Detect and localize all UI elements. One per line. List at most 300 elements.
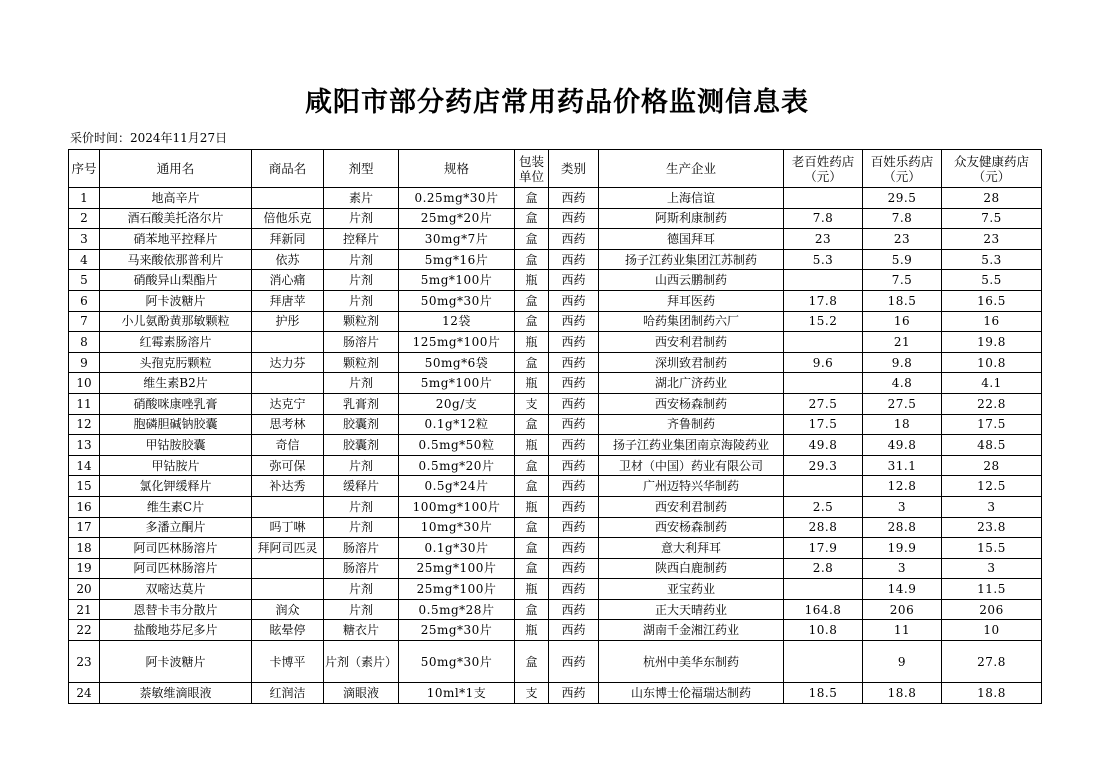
cell-price-zhongyou: 12.5 [942, 476, 1042, 497]
cell-dosage-form: 肠溶片 [324, 332, 399, 353]
cell-brand-name: 补达秀 [252, 476, 324, 497]
cell-generic-name: 阿司匹林肠溶片 [100, 538, 252, 559]
cell-index: 24 [69, 683, 100, 704]
cell-price-baixingle: 31.1 [863, 455, 942, 476]
cell-price-baixingle: 3 [863, 496, 942, 517]
table-row [69, 496, 1042, 517]
table-row [69, 455, 1042, 476]
cell-spec: 10mg*30片 [399, 517, 515, 538]
cell-category: 西药 [549, 455, 599, 476]
cell-price-baixingle: 18.8 [863, 683, 942, 704]
cell-dosage-form: 糖衣片 [324, 620, 399, 641]
cell-generic-name: 维生素B2片 [100, 373, 252, 394]
table-body [69, 188, 1042, 704]
cell-dosage-form: 片剂 [324, 208, 399, 229]
cell-dosage-form: 肠溶片 [324, 558, 399, 579]
cell-price-baixingle: 4.8 [863, 373, 942, 394]
cell-category: 西药 [549, 476, 599, 497]
cell-brand-name: 拜唐苹 [252, 290, 324, 311]
cell-price-baixingle: 12.8 [863, 476, 942, 497]
cell-dosage-form: 素片 [324, 188, 399, 209]
cell-category: 西药 [549, 599, 599, 620]
cell-index: 13 [69, 435, 100, 456]
header-brand-name: 商品名 [252, 150, 324, 188]
cell-manufacturer: 西安杨森制药 [599, 517, 784, 538]
cell-price-baixingle: 9.8 [863, 352, 942, 373]
cell-manufacturer: 扬子江药业集团江苏制药 [599, 249, 784, 270]
cell-price-laobaixing: 2.5 [784, 496, 863, 517]
cell-category: 西药 [549, 249, 599, 270]
cell-dosage-form: 片剂 [324, 373, 399, 394]
cell-brand-name: 润众 [252, 599, 324, 620]
table-row [69, 270, 1042, 291]
cell-index: 19 [69, 558, 100, 579]
cell-package-unit: 盒 [515, 558, 549, 579]
cell-spec: 30mg*7片 [399, 229, 515, 250]
cell-generic-name: 甲钴胺片 [100, 455, 252, 476]
cell-price-laobaixing [784, 373, 863, 394]
header-manufacturer: 生产企业 [599, 150, 784, 188]
cell-brand-name: 红润洁 [252, 683, 324, 704]
cell-price-zhongyou: 23 [942, 229, 1042, 250]
table-row [69, 373, 1042, 394]
cell-price-laobaixing [784, 188, 863, 209]
cell-index: 11 [69, 393, 100, 414]
header-price-baixingle: 百姓乐药店（元） [863, 150, 942, 188]
cell-category: 西药 [549, 332, 599, 353]
cell-package-unit: 瓶 [515, 620, 549, 641]
cell-index: 17 [69, 517, 100, 538]
cell-price-zhongyou: 48.5 [942, 435, 1042, 456]
cell-spec: 10ml*1支 [399, 683, 515, 704]
header-category: 类别 [549, 150, 599, 188]
cell-package-unit: 盒 [515, 599, 549, 620]
cell-spec: 50mg*6袋 [399, 352, 515, 373]
cell-manufacturer: 山东博士伦福瑞达制药 [599, 683, 784, 704]
table-row [69, 620, 1042, 641]
cell-generic-name: 维生素C片 [100, 496, 252, 517]
cell-generic-name: 阿司匹林肠溶片 [100, 558, 252, 579]
cell-package-unit: 盒 [515, 208, 549, 229]
cell-category: 西药 [549, 579, 599, 600]
cell-price-zhongyou: 3 [942, 496, 1042, 517]
cell-generic-name: 小儿氨酚黄那敏颗粒 [100, 311, 252, 332]
cell-price-zhongyou: 18.8 [942, 683, 1042, 704]
table-row [69, 208, 1042, 229]
cell-generic-name: 双嘧达莫片 [100, 579, 252, 600]
cell-generic-name: 阿卡波糖片 [100, 290, 252, 311]
cell-price-baixingle: 14.9 [863, 579, 942, 600]
cell-price-laobaixing: 29.3 [784, 455, 863, 476]
table-row [69, 352, 1042, 373]
cell-dosage-form: 片剂 [324, 270, 399, 291]
table-row [69, 229, 1042, 250]
cell-manufacturer: 扬子江药业集团南京海陵药业 [599, 435, 784, 456]
cell-dosage-form: 片剂 [324, 599, 399, 620]
table-row [69, 558, 1042, 579]
cell-index: 20 [69, 579, 100, 600]
cell-category: 西药 [549, 311, 599, 332]
cell-category: 西药 [549, 373, 599, 394]
cell-spec: 125mg*100片 [399, 332, 515, 353]
cell-price-zhongyou: 10 [942, 620, 1042, 641]
cell-package-unit: 盒 [515, 538, 549, 559]
cell-manufacturer: 阿斯利康制药 [599, 208, 784, 229]
table-row [69, 683, 1042, 704]
cell-price-laobaixing: 28.8 [784, 517, 863, 538]
cell-manufacturer: 杭州中美华东制药 [599, 641, 784, 683]
cell-brand-name: 护彤 [252, 311, 324, 332]
cell-manufacturer: 广州迈特兴华制药 [599, 476, 784, 497]
cell-package-unit: 瓶 [515, 435, 549, 456]
cell-category: 西药 [549, 496, 599, 517]
cell-manufacturer: 上海信谊 [599, 188, 784, 209]
cell-brand-name: 卡博平 [252, 641, 324, 683]
cell-price-laobaixing: 23 [784, 229, 863, 250]
cell-brand-name: 达克宁 [252, 393, 324, 414]
cell-generic-name: 盐酸地芬尼多片 [100, 620, 252, 641]
cell-price-baixingle: 3 [863, 558, 942, 579]
cell-price-zhongyou: 27.8 [942, 641, 1042, 683]
cell-price-zhongyou: 4.1 [942, 373, 1042, 394]
cell-package-unit: 盒 [515, 455, 549, 476]
cell-generic-name: 恩替卡韦分散片 [100, 599, 252, 620]
cell-dosage-form: 颗粒剂 [324, 352, 399, 373]
table-row [69, 599, 1042, 620]
cell-spec: 25mg*30片 [399, 620, 515, 641]
cell-price-laobaixing [784, 270, 863, 291]
cell-dosage-form: 缓释片 [324, 476, 399, 497]
cell-manufacturer: 拜耳医药 [599, 290, 784, 311]
cell-package-unit: 瓶 [515, 270, 549, 291]
cell-category: 西药 [549, 538, 599, 559]
cell-spec: 0.1g*12粒 [399, 414, 515, 435]
table-row [69, 435, 1042, 456]
cell-price-zhongyou: 11.5 [942, 579, 1042, 600]
cell-price-laobaixing: 164.8 [784, 599, 863, 620]
cell-generic-name: 红霉素肠溶片 [100, 332, 252, 353]
cell-manufacturer: 西安利君制药 [599, 496, 784, 517]
header-row [69, 150, 1042, 188]
cell-index: 7 [69, 311, 100, 332]
cell-manufacturer: 德国拜耳 [599, 229, 784, 250]
cell-generic-name: 硝苯地平控释片 [100, 229, 252, 250]
cell-package-unit: 盒 [515, 290, 549, 311]
cell-category: 西药 [549, 352, 599, 373]
cell-generic-name: 多潘立酮片 [100, 517, 252, 538]
cell-dosage-form: 胶囊剂 [324, 435, 399, 456]
cell-dosage-form: 片剂 [324, 290, 399, 311]
table-row [69, 476, 1042, 497]
cell-brand-name [252, 496, 324, 517]
cell-category: 西药 [549, 208, 599, 229]
cell-index: 5 [69, 270, 100, 291]
cell-price-laobaixing: 17.9 [784, 538, 863, 559]
cell-category: 西药 [549, 435, 599, 456]
cell-price-baixingle: 7.8 [863, 208, 942, 229]
cell-spec: 50mg*30片 [399, 290, 515, 311]
cell-price-laobaixing: 15.2 [784, 311, 863, 332]
cell-package-unit: 瓶 [515, 332, 549, 353]
cell-index: 21 [69, 599, 100, 620]
header-price-laobaixing: 老百姓药店（元） [784, 150, 863, 188]
cell-price-zhongyou: 19.8 [942, 332, 1042, 353]
price-table [68, 149, 1042, 704]
cell-price-laobaixing [784, 579, 863, 600]
cell-manufacturer: 深圳致君制药 [599, 352, 784, 373]
cell-price-baixingle: 5.9 [863, 249, 942, 270]
cell-price-baixingle: 7.5 [863, 270, 942, 291]
cell-spec: 25mg*100片 [399, 558, 515, 579]
header-dosage-form: 剂型 [324, 150, 399, 188]
cell-brand-name: 倍他乐克 [252, 208, 324, 229]
cell-price-zhongyou: 5.5 [942, 270, 1042, 291]
cell-manufacturer: 西安利君制药 [599, 332, 784, 353]
cell-spec: 0.25mg*30片 [399, 188, 515, 209]
cell-package-unit: 盒 [515, 641, 549, 683]
cell-dosage-form: 片剂 [324, 249, 399, 270]
cell-spec: 25mg*20片 [399, 208, 515, 229]
cell-package-unit: 盒 [515, 249, 549, 270]
cell-index: 12 [69, 414, 100, 435]
cell-price-laobaixing: 9.6 [784, 352, 863, 373]
cell-price-laobaixing [784, 641, 863, 683]
cell-generic-name: 阿卡波糖片 [100, 641, 252, 683]
cell-price-zhongyou: 15.5 [942, 538, 1042, 559]
cell-price-laobaixing: 2.8 [784, 558, 863, 579]
header-generic-name: 通用名 [100, 150, 252, 188]
cell-spec: 0.5mg*50粒 [399, 435, 515, 456]
cell-package-unit: 支 [515, 683, 549, 704]
cell-package-unit: 瓶 [515, 579, 549, 600]
cell-category: 西药 [549, 229, 599, 250]
cell-price-laobaixing: 5.3 [784, 249, 863, 270]
cell-brand-name: 吗丁啉 [252, 517, 324, 538]
cell-index: 22 [69, 620, 100, 641]
table-row [69, 290, 1042, 311]
cell-brand-name: 眩晕停 [252, 620, 324, 641]
cell-dosage-form: 滴眼液 [324, 683, 399, 704]
cell-price-laobaixing: 17.8 [784, 290, 863, 311]
cell-price-zhongyou: 23.8 [942, 517, 1042, 538]
cell-dosage-form: 颗粒剂 [324, 311, 399, 332]
cell-brand-name: 拜阿司匹灵 [252, 538, 324, 559]
cell-category: 西药 [549, 290, 599, 311]
cell-dosage-form: 片剂 [324, 455, 399, 476]
cell-index: 1 [69, 188, 100, 209]
cell-spec: 5mg*16片 [399, 249, 515, 270]
cell-index: 6 [69, 290, 100, 311]
cell-manufacturer: 亚宝药业 [599, 579, 784, 600]
cell-spec: 0.5mg*20片 [399, 455, 515, 476]
cell-dosage-form: 片剂 [324, 496, 399, 517]
cell-package-unit: 盒 [515, 311, 549, 332]
price-date: 采价时间：2024年11月27日 [70, 131, 228, 145]
cell-spec: 5mg*100片 [399, 270, 515, 291]
cell-generic-name: 氯化钾缓释片 [100, 476, 252, 497]
cell-price-baixingle: 27.5 [863, 393, 942, 414]
cell-package-unit: 瓶 [515, 496, 549, 517]
cell-price-laobaixing: 10.8 [784, 620, 863, 641]
cell-generic-name: 地高辛片 [100, 188, 252, 209]
cell-brand-name: 达力芬 [252, 352, 324, 373]
cell-category: 西药 [549, 414, 599, 435]
cell-manufacturer: 正大天晴药业 [599, 599, 784, 620]
cell-price-baixingle: 29.5 [863, 188, 942, 209]
cell-price-zhongyou: 206 [942, 599, 1042, 620]
cell-index: 14 [69, 455, 100, 476]
table-row [69, 249, 1042, 270]
cell-price-baixingle: 206 [863, 599, 942, 620]
cell-index: 2 [69, 208, 100, 229]
cell-category: 西药 [549, 270, 599, 291]
table-row [69, 579, 1042, 600]
cell-price-zhongyou: 3 [942, 558, 1042, 579]
cell-price-baixingle: 9 [863, 641, 942, 683]
header-spec: 规格 [399, 150, 515, 188]
cell-price-baixingle: 23 [863, 229, 942, 250]
cell-price-zhongyou: 16.5 [942, 290, 1042, 311]
cell-spec: 0.5g*24片 [399, 476, 515, 497]
table-row [69, 517, 1042, 538]
cell-dosage-form: 乳膏剂 [324, 393, 399, 414]
cell-generic-name: 头孢克肟颗粒 [100, 352, 252, 373]
cell-price-laobaixing [784, 476, 863, 497]
cell-spec: 50mg*30片 [399, 641, 515, 683]
cell-brand-name [252, 558, 324, 579]
cell-spec: 5mg*100片 [399, 373, 515, 394]
cell-dosage-form: 片剂（素片） [324, 641, 399, 683]
cell-index: 15 [69, 476, 100, 497]
table-row [69, 641, 1042, 683]
cell-manufacturer: 齐鲁制药 [599, 414, 784, 435]
cell-price-zhongyou: 16 [942, 311, 1042, 332]
cell-manufacturer: 意大利拜耳 [599, 538, 784, 559]
cell-category: 西药 [549, 558, 599, 579]
cell-price-zhongyou: 17.5 [942, 414, 1042, 435]
cell-generic-name: 甲钴胺胶囊 [100, 435, 252, 456]
cell-price-laobaixing: 27.5 [784, 393, 863, 414]
table-row [69, 188, 1042, 209]
cell-package-unit: 盒 [515, 517, 549, 538]
cell-spec: 0.1g*30片 [399, 538, 515, 559]
cell-price-laobaixing: 49.8 [784, 435, 863, 456]
cell-brand-name: 依苏 [252, 249, 324, 270]
cell-generic-name: 萘敏维滴眼液 [100, 683, 252, 704]
cell-category: 西药 [549, 393, 599, 414]
cell-category: 西药 [549, 620, 599, 641]
cell-price-baixingle: 18.5 [863, 290, 942, 311]
cell-package-unit: 盒 [515, 476, 549, 497]
cell-manufacturer: 哈药集团制药六厂 [599, 311, 784, 332]
cell-category: 西药 [549, 683, 599, 704]
cell-generic-name: 马来酸依那普利片 [100, 249, 252, 270]
cell-spec: 0.5mg*28片 [399, 599, 515, 620]
cell-price-laobaixing [784, 332, 863, 353]
cell-spec: 25mg*100片 [399, 579, 515, 600]
cell-dosage-form: 片剂 [324, 579, 399, 600]
cell-brand-name [252, 188, 324, 209]
cell-category: 西药 [549, 517, 599, 538]
cell-manufacturer: 西安杨森制药 [599, 393, 784, 414]
cell-spec: 100mg*100片 [399, 496, 515, 517]
cell-index: 4 [69, 249, 100, 270]
cell-index: 3 [69, 229, 100, 250]
cell-brand-name: 消心痛 [252, 270, 324, 291]
cell-price-laobaixing: 7.8 [784, 208, 863, 229]
cell-brand-name: 弥可保 [252, 455, 324, 476]
cell-generic-name: 胞磷胆碱钠胶囊 [100, 414, 252, 435]
cell-index: 16 [69, 496, 100, 517]
page-title: 咸阳市部分药店常用药品价格监测信息表 [305, 87, 809, 118]
cell-manufacturer: 卫材（中国）药业有限公司 [599, 455, 784, 476]
cell-package-unit: 盒 [515, 229, 549, 250]
cell-package-unit: 支 [515, 393, 549, 414]
cell-package-unit: 盒 [515, 414, 549, 435]
cell-brand-name: 思考林 [252, 414, 324, 435]
header-price-zhongyou: 众友健康药店（元） [942, 150, 1042, 188]
cell-index: 8 [69, 332, 100, 353]
cell-package-unit: 盒 [515, 352, 549, 373]
cell-brand-name [252, 332, 324, 353]
cell-generic-name: 酒石酸美托洛尔片 [100, 208, 252, 229]
cell-package-unit: 盒 [515, 188, 549, 209]
cell-dosage-form: 控释片 [324, 229, 399, 250]
cell-manufacturer: 湖南千金湘江药业 [599, 620, 784, 641]
cell-index: 23 [69, 641, 100, 683]
cell-index: 10 [69, 373, 100, 394]
cell-price-zhongyou: 5.3 [942, 249, 1042, 270]
cell-manufacturer: 湖北广济药业 [599, 373, 784, 394]
cell-price-zhongyou: 28 [942, 455, 1042, 476]
cell-brand-name: 奇信 [252, 435, 324, 456]
cell-dosage-form: 肠溶片 [324, 538, 399, 559]
cell-price-baixingle: 11 [863, 620, 942, 641]
cell-price-baixingle: 18 [863, 414, 942, 435]
cell-generic-name: 硝酸异山梨酯片 [100, 270, 252, 291]
cell-category: 西药 [549, 188, 599, 209]
cell-price-baixingle: 19.9 [863, 538, 942, 559]
cell-index: 9 [69, 352, 100, 373]
cell-brand-name [252, 373, 324, 394]
cell-price-zhongyou: 22.8 [942, 393, 1042, 414]
cell-index: 18 [69, 538, 100, 559]
cell-dosage-form: 胶囊剂 [324, 414, 399, 435]
cell-price-zhongyou: 28 [942, 188, 1042, 209]
cell-manufacturer: 山西云鹏制药 [599, 270, 784, 291]
table-row [69, 393, 1042, 414]
cell-price-baixingle: 49.8 [863, 435, 942, 456]
cell-package-unit: 瓶 [515, 373, 549, 394]
cell-price-zhongyou: 10.8 [942, 352, 1042, 373]
table-row [69, 414, 1042, 435]
cell-spec: 12袋 [399, 311, 515, 332]
cell-dosage-form: 片剂 [324, 517, 399, 538]
cell-brand-name [252, 579, 324, 600]
cell-category: 西药 [549, 641, 599, 683]
cell-price-zhongyou: 7.5 [942, 208, 1042, 229]
cell-spec: 20g/支 [399, 393, 515, 414]
header-package-unit: 包装单位 [515, 150, 549, 188]
cell-price-baixingle: 21 [863, 332, 942, 353]
cell-manufacturer: 陕西白鹿制药 [599, 558, 784, 579]
table-row [69, 538, 1042, 559]
cell-brand-name: 拜新同 [252, 229, 324, 250]
cell-price-laobaixing: 17.5 [784, 414, 863, 435]
table-row [69, 332, 1042, 353]
cell-price-baixingle: 28.8 [863, 517, 942, 538]
header-index: 序号 [69, 150, 100, 188]
